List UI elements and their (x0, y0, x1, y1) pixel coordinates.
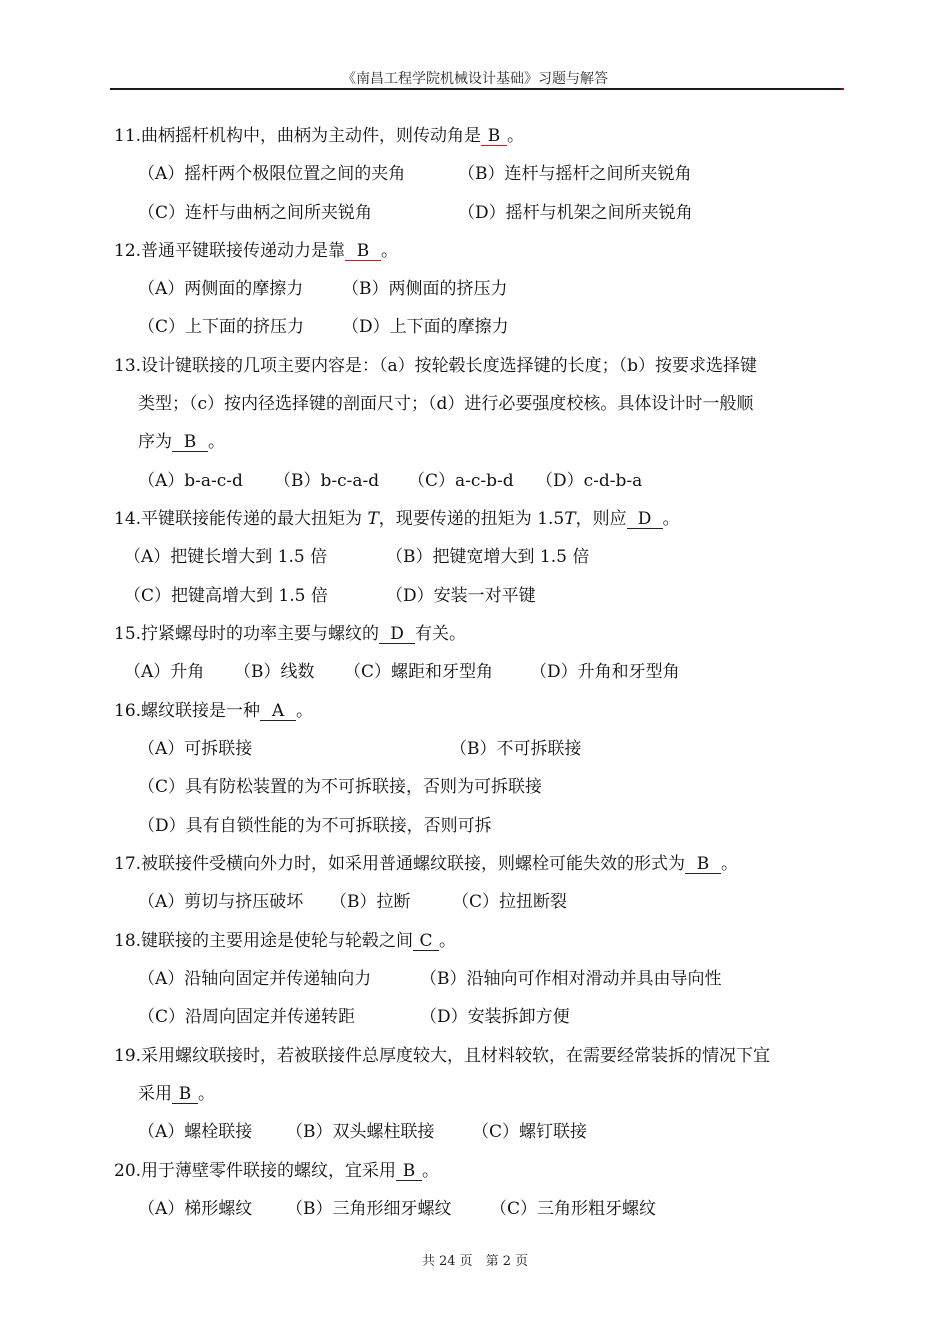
question-14-text-a: 14.平键联接能传递的最大扭矩为 (114, 509, 363, 529)
question-14-option-c: （C）把键高增大到 1.5 倍 (124, 586, 328, 606)
question-20-text: 20.用于薄壁零件联接的螺纹，宜采用 (114, 1161, 397, 1181)
question-19-option-c: （C）螺钉联接 (472, 1122, 588, 1142)
question-14-option-d: （D）安装一对平键 (386, 586, 536, 606)
question-13-line-3 (138, 431, 225, 453)
question-16-option-d: （D）具有自锁性能的为不可拆联接，否则可拆 (138, 816, 492, 836)
question-20-end: 。 (422, 1161, 440, 1181)
question-14-option-b: （B）把键宽增大到 1.5 倍 (386, 547, 590, 567)
question-14-text-b: ，现要传递的扭矩为 1.5 (378, 509, 565, 529)
question-19-line-1: 19.采用螺纹联接时，若被联接件总厚度较大，且材料较软，在需要经常装拆的情况下宜 (114, 1046, 771, 1066)
question-18-option-c: （C）沿周向固定并传递转距 (138, 1007, 356, 1027)
question-12-option-a: （A）两侧面的摩擦力 (138, 279, 304, 299)
question-15-option-b: （B）线数 (234, 662, 315, 682)
question-18-answer: C (413, 932, 439, 951)
question-11-text: 11.曲柄摇杆机构中，曲柄为主动件，则传动角是 (114, 126, 482, 146)
question-20-option-c: （C）三角形粗牙螺纹 (490, 1199, 657, 1219)
question-18-text: 18.键联接的主要用途是使轮与轮毂之间 (114, 931, 414, 951)
question-18-option-a: （A）沿轴向固定并传递轴向力 (138, 969, 372, 989)
question-13-option-c: （C）a-c-b-d (408, 471, 514, 491)
question-12-stem (114, 240, 398, 262)
question-14-answer: D (627, 510, 663, 529)
question-18-option-b: （B）沿轴向可作相对滑动并具由导向性 (420, 969, 722, 989)
question-19-option-b: （B）双头螺柱联接 (286, 1122, 435, 1142)
question-17-option-c: （C）拉扭断裂 (452, 892, 568, 912)
question-13-end: 。 (208, 432, 225, 452)
question-11-option-b: （B）连杆与摇杆之间所夹锐角 (458, 164, 692, 184)
question-17-option-a: （A）剪切与挤压破坏 (138, 892, 304, 912)
question-15-option-d: （D）升角和牙型角 (530, 662, 680, 682)
question-11-stem (114, 125, 524, 147)
question-14-var-t: T (367, 509, 379, 529)
question-12-option-b: （B）两侧面的挤压力 (342, 279, 508, 299)
question-19-option-a: （A）螺栓联接 (138, 1122, 253, 1142)
question-15-end: 有关。 (415, 624, 467, 644)
question-17-text: 17.被联接件受横向外力时，如采用普通螺纹联接，则螺栓可能失效的形式为 (114, 854, 686, 874)
question-11-end: 。 (507, 126, 525, 146)
question-16-end: 。 (296, 701, 314, 721)
question-19-answer: B (172, 1085, 198, 1104)
question-11-option-a: （A）摇杆两个极限位置之间的夹角 (138, 164, 406, 184)
question-20-option-a: （A）梯形螺纹 (138, 1199, 253, 1219)
question-16-option-b: （B）不可拆联接 (450, 739, 582, 759)
question-15-option-c: （C）螺距和牙型角 (344, 662, 494, 682)
question-20-answer: B (396, 1162, 422, 1181)
question-19-end: 。 (198, 1084, 215, 1104)
question-11-option-d: （D）摇杆与机架之间所夹锐角 (458, 203, 693, 223)
question-19-text: 采用 (138, 1084, 172, 1104)
question-13-line-2: 类型；（c）按内径选择键的剖面尺寸；（d）进行必要强度校核。具体设计时一般顺 (138, 394, 754, 414)
question-12-option-c: （C）上下面的挤压力 (138, 317, 305, 337)
question-14-option-a: （A）把键长增大到 1.5 倍 (124, 547, 328, 567)
question-11-answer: B (481, 127, 507, 146)
question-16-option-c: （C）具有防松装置的为不可拆联接，否则为可拆联接 (138, 777, 543, 797)
question-14-var-t2: T (564, 509, 576, 529)
question-20-stem (114, 1160, 439, 1182)
question-20-option-b: （B）三角形细牙螺纹 (286, 1199, 452, 1219)
question-12-option-d: （D）上下面的摩擦力 (342, 317, 509, 337)
question-18-stem (114, 930, 456, 952)
question-16-option-a: （A）可拆联接 (138, 739, 253, 759)
question-14-stem (114, 508, 680, 530)
question-13-option-d: （D）c-d-b-a (536, 471, 643, 491)
question-12-answer: B (345, 242, 381, 261)
question-13-line-1: 13.设计键联接的几项主要内容是：（a）按轮毂长度选择键的长度；（b）按要求选择键 (114, 356, 758, 376)
page-header: 《南昌工程学院机械设计基础》习题与解答 (342, 71, 608, 87)
question-14-text-c: ，则应 (575, 509, 627, 529)
question-15-stem (114, 623, 466, 645)
question-13-option-b: （B）b-c-a-d (274, 471, 380, 491)
question-11-option-c: （C）连杆与曲柄之间所夹锐角 (138, 203, 373, 223)
question-16-answer: A (260, 702, 296, 721)
question-17-answer: B (685, 855, 721, 874)
question-15-text: 15.拧紧螺母时的功率主要与螺纹的 (114, 624, 380, 644)
question-14-end: 。 (662, 509, 680, 529)
question-17-option-b: （B）拉断 (330, 892, 411, 912)
question-17-stem (114, 853, 738, 875)
question-13-option-a: （A）b-a-c-d (138, 471, 243, 491)
question-13-answer: B (172, 433, 208, 452)
question-12-end: 。 (381, 241, 399, 261)
question-16-text: 16.螺纹联接是一种 (114, 701, 261, 721)
question-12-text: 12.普通平键联接传递动力是靠 (114, 241, 346, 261)
question-16-stem (114, 700, 313, 722)
question-13-text: 序为 (138, 432, 172, 452)
question-19-line-2 (138, 1083, 215, 1105)
question-18-end: 。 (439, 931, 457, 951)
question-15-answer: D (379, 625, 415, 644)
header-rule (110, 88, 842, 90)
page-footer: 共 24 页 第 2 页 (421, 1254, 529, 1269)
question-18-option-d: （D）安装拆卸方便 (420, 1007, 570, 1027)
question-17-end: 。 (721, 854, 739, 874)
question-15-option-a: （A）升角 (124, 662, 205, 682)
